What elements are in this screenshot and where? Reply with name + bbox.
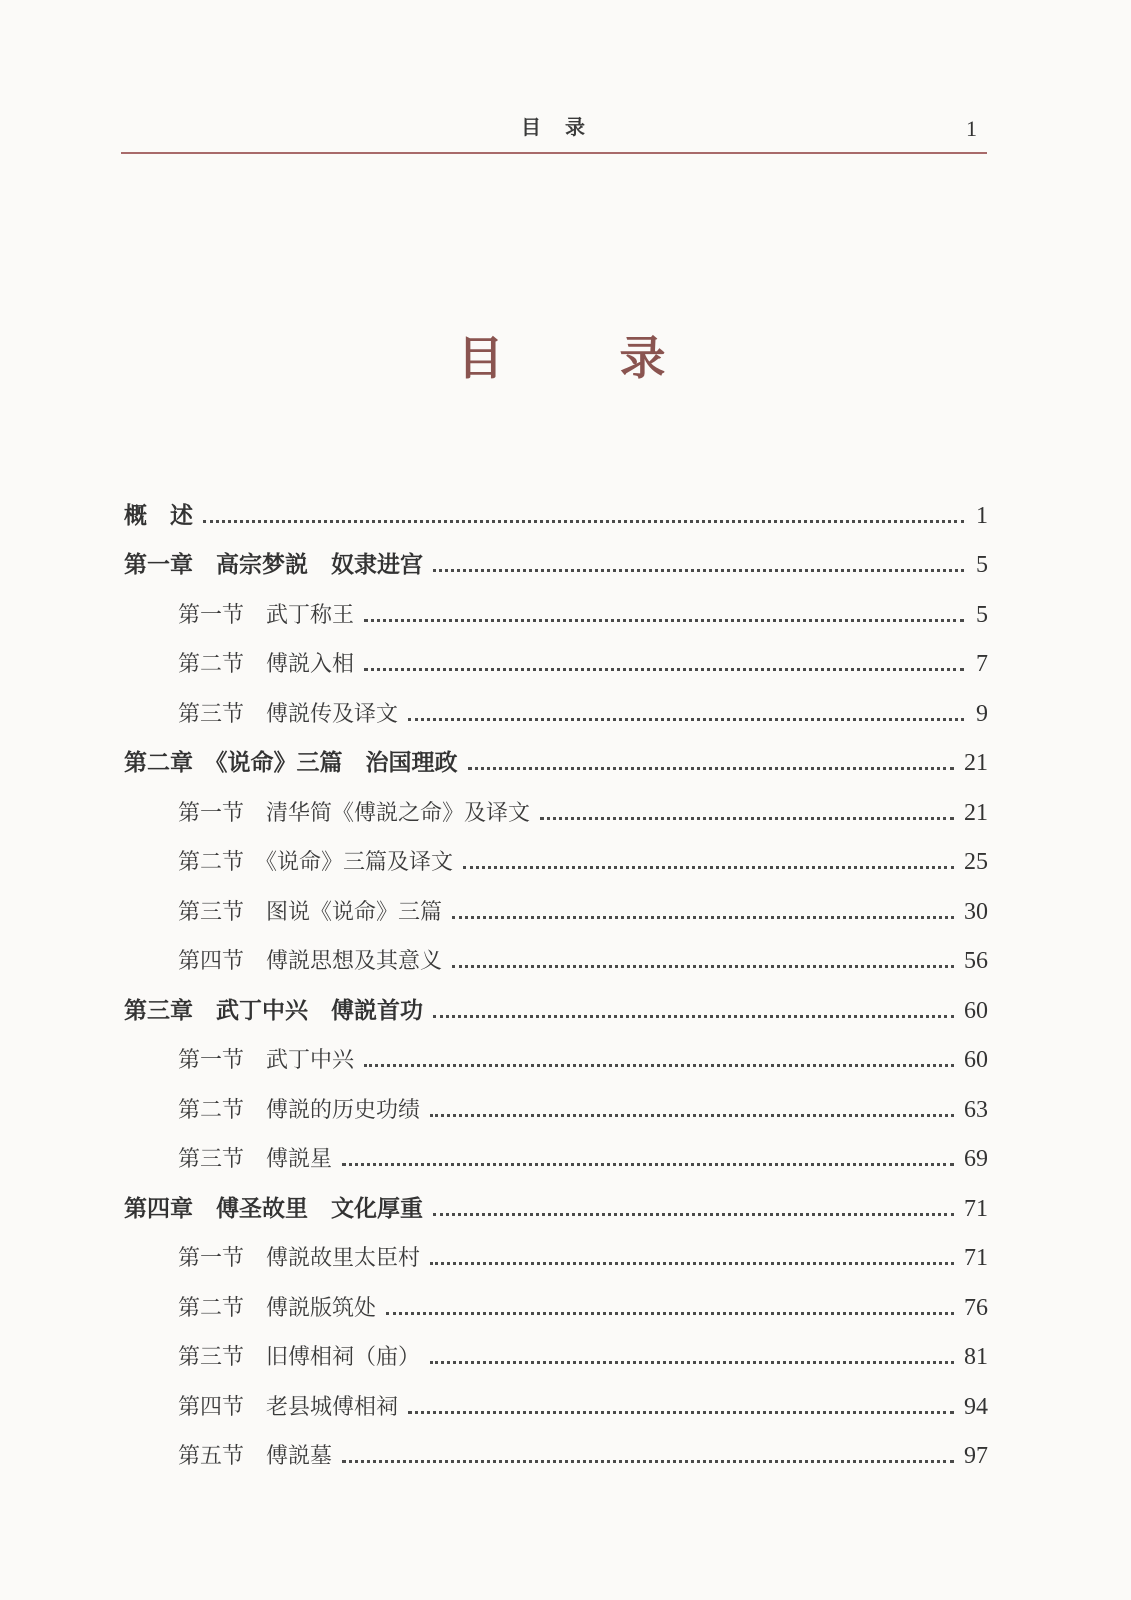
toc-section-entry[interactable] <box>124 932 988 982</box>
toc-section-entry[interactable] <box>124 635 988 685</box>
toc-entry-title: 第一节 武丁中兴 <box>178 1048 355 1073</box>
toc-entry-title: 第一节 武丁称王 <box>178 602 355 628</box>
dot-leader <box>540 817 954 820</box>
toc-section-entry[interactable] <box>124 1377 988 1427</box>
toc-page-number: 71 <box>964 1195 988 1222</box>
toc-entry-title: 第二节 傅説入相 <box>178 652 355 677</box>
toc-entry-title: 第一章 高宗梦説 奴隶进宫 <box>124 552 423 578</box>
toc-page-number: 9 <box>976 700 988 727</box>
toc-section-entry[interactable] <box>124 684 988 734</box>
toc-section-entry[interactable] <box>124 833 988 883</box>
table-of-contents <box>124 486 988 1476</box>
dot-leader <box>468 767 955 770</box>
toc-page-number: 71 <box>964 1245 988 1271</box>
dot-leader <box>452 965 954 968</box>
dot-leader <box>386 1312 954 1315</box>
toc-page-number: 56 <box>964 948 988 974</box>
toc-entry-title: 第二节 《说命》三篇及译文 <box>178 850 454 875</box>
dot-leader <box>408 718 964 721</box>
toc-entry-title: 第五节 傅説墓 <box>178 1444 333 1469</box>
toc-page-number: 21 <box>964 750 988 776</box>
toc-entry-title: 第一节 傅説故里太臣村 <box>178 1246 421 1271</box>
toc-entry-title: 第四章 傅圣故里 文化厚重 <box>124 1195 423 1222</box>
toc-page-number: 94 <box>964 1393 988 1420</box>
toc-section-entry[interactable] <box>124 882 988 932</box>
toc-section-entry[interactable] <box>124 1328 988 1378</box>
toc-page-number: 21 <box>964 799 988 826</box>
toc-entry-title: 第三章 武丁中兴 傅説首功 <box>124 997 423 1024</box>
dot-leader <box>364 1064 954 1067</box>
dot-leader <box>342 1460 954 1463</box>
toc-section-entry[interactable] <box>124 783 988 833</box>
toc-entry-title: 第四节 傅説思想及其意义 <box>178 949 443 974</box>
toc-entry-title: 第三节 傅説传及译文 <box>178 701 399 727</box>
toc-section-entry[interactable] <box>124 585 988 635</box>
toc-chapter-entry[interactable] <box>124 536 988 586</box>
dot-leader <box>430 1262 954 1265</box>
toc-chapter-entry[interactable] <box>124 981 988 1031</box>
toc-entry-title: 第二章 《说命》三篇 治国理政 <box>124 750 458 776</box>
toc-entry-title: 第三节 旧傅相祠（庙） <box>178 1345 421 1370</box>
toc-entry-title: 第三节 图说《说命》三篇 <box>178 899 443 925</box>
toc-page-number: 76 <box>964 1294 988 1321</box>
toc-chapter-entry[interactable] <box>124 1179 988 1229</box>
toc-section-entry[interactable] <box>124 1031 988 1081</box>
toc-entry-title: 第二节 傅説的历史功绩 <box>178 1097 421 1123</box>
toc-page-number: 97 <box>964 1443 988 1469</box>
toc-chapter-entry[interactable] <box>124 486 988 536</box>
dot-leader <box>364 619 964 622</box>
toc-section-entry[interactable] <box>124 1080 988 1130</box>
page-title: 目 录 <box>457 331 674 385</box>
toc-page-number: 81 <box>964 1344 988 1370</box>
toc-page-number: 7 <box>976 651 988 677</box>
dot-leader <box>452 916 954 919</box>
toc-page-number: 1 <box>976 502 988 529</box>
toc-chapter-entry[interactable] <box>124 734 988 784</box>
toc-page-number: 5 <box>976 601 988 628</box>
toc-entry-title: 第三节 傅説星 <box>178 1147 333 1172</box>
toc-section-entry[interactable] <box>124 1130 988 1180</box>
toc-page-number: 63 <box>964 1096 988 1123</box>
toc-page-number: 25 <box>964 849 988 875</box>
toc-page-number: 69 <box>964 1146 988 1172</box>
running-title: 目 录 <box>521 115 587 139</box>
toc-page-number: 5 <box>976 552 988 578</box>
toc-page-number: 60 <box>964 997 988 1024</box>
dot-leader <box>430 1114 954 1117</box>
toc-entry-title: 第四节 老县城傅相祠 <box>178 1394 399 1420</box>
dot-leader <box>430 1361 954 1364</box>
toc-entry-title: 第一节 清华简《傅説之命》及译文 <box>178 800 531 826</box>
dot-leader <box>433 1015 954 1018</box>
toc-section-entry[interactable] <box>124 1229 988 1279</box>
dot-leader <box>433 569 964 572</box>
dot-leader <box>463 866 954 869</box>
toc-page-number: 30 <box>964 898 988 925</box>
toc-page-number: 60 <box>964 1047 988 1073</box>
dot-leader <box>408 1411 954 1414</box>
dot-leader <box>203 520 964 523</box>
toc-section-entry[interactable] <box>124 1427 988 1477</box>
toc-section-entry[interactable] <box>124 1278 988 1328</box>
dot-leader <box>433 1213 954 1216</box>
running-page-number: 1 <box>966 116 977 141</box>
running-header <box>121 108 987 154</box>
dot-leader <box>342 1163 954 1166</box>
dot-leader <box>364 668 964 671</box>
toc-entry-title: 概 述 <box>124 502 193 529</box>
toc-entry-title: 第二节 傅説版筑处 <box>178 1295 377 1321</box>
